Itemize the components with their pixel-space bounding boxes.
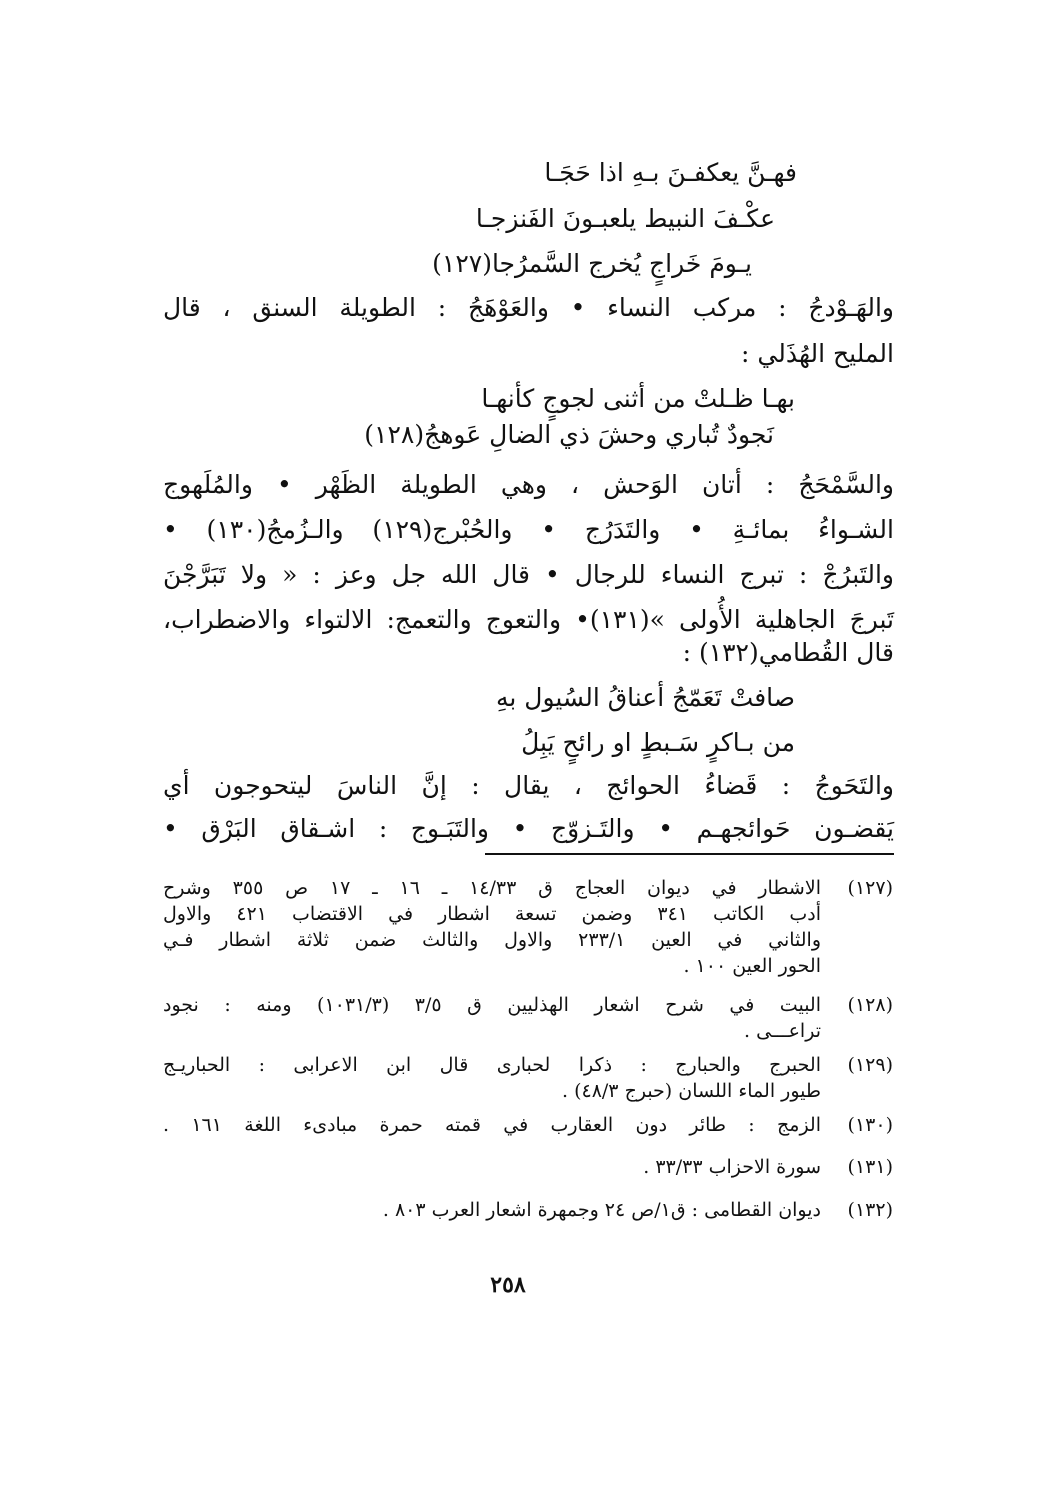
footnote-line: الحور العين ١٠٠ . <box>683 955 821 977</box>
footnote-line: الحبرج والحبارج : ذكرا لحبارى قال ابن الاعرابى : الحباريـج <box>163 1054 821 1076</box>
footnote-line: أدب الكاتب ٣٤١ وضمن تسعة اشطار في الاقتضاب ٤٢١ والاول <box>163 903 822 925</box>
verse-line-3: يـومَ خَراجٍ يُخرج السَّمرُجا(١٢٧) <box>432 249 752 278</box>
footnote-line: سورة الاحزاب ٣٣/٣٣ . <box>643 1156 821 1178</box>
footnote-number: (١٣٢) <box>847 1199 893 1221</box>
text-line-10: والتَبرُجْ : تبرج النساء للرجال • قال الله جل وعز : « ولا تَبَرَّجْنَ <box>163 560 894 589</box>
footnote-line: تراعـــى . <box>743 1020 821 1042</box>
verse-line-7: نَجودٌ تُباري وحشَ ذي الضالِ عَوهجُ(١٢٨) <box>364 420 774 449</box>
footnote-line: والثاني في العين ٢٣٣/١ والاول والثالث ضمن ثلاثة اشطار فـي <box>163 929 822 951</box>
text-line-9: الشـواءُ بمائـةِ • والتَدَرُج • والحُبْرج(١٢٩) والـزُمجُ(١٣٠) • <box>163 515 894 544</box>
text-line-4: والهَـوْدجُ : مركب النساء • والعَوْهَجُ : الطويلة السنق ، قال <box>163 293 894 322</box>
text-line-8: والسَّمْحَجُ : أتان الوَحش ، وهي الطويلة الظَهْر • والمُلَهوج <box>163 470 894 499</box>
verse-line-14: من بـاكرٍ سَـبطٍ او رائحٍ يَبِلُ <box>521 728 795 757</box>
footnote-number: (١٣٠) <box>847 1114 893 1136</box>
verse-line-2: عكْـفَ النبيط يلعبـونَ الفَنزجـا <box>475 204 775 233</box>
text-line-15: والتَحَوجُ : قَضاءُ الحوائج ، يقال : إنَّ الناسَ ليتحوجون أي <box>163 771 894 800</box>
footnote-129 <box>163 1052 893 1104</box>
footnote-line: البيت في شرح اشعار الهذليين ق ٣/٥ (١٠٣١/٣) ومنه : نجود <box>163 994 821 1016</box>
footnote-number: (١٢٨) <box>847 994 893 1016</box>
footnote-127 <box>163 875 893 979</box>
text-line-16: يَقضـون حَوائجهـم • والتَـزوّج • والتَبَـوج : اشـقاق البَرْق • <box>163 814 894 843</box>
footnote-128 <box>163 992 893 1044</box>
verse-line-6: بهـا ظـلتْ من أثنى لجوجٍ كأنهـا <box>481 384 795 413</box>
footnote-line: طيور الماء اللسان (حبرج ٤٨/٣) . <box>562 1080 821 1102</box>
footnote-number: (١٢٧) <box>847 877 893 899</box>
footnote-separator <box>485 853 894 855</box>
footnote-line: الزمج : طائر دون العقارب في قمته حمرة مبادىء اللغة ١٦١ . <box>163 1114 821 1136</box>
footnote-130 <box>163 1112 893 1138</box>
text-line-12: قال القُطامي(١٣٢) : <box>682 638 894 667</box>
footnote-132 <box>163 1197 893 1223</box>
verse-line-13: صافتْ تَعَمّجُ أعناقُ السُيول بهِ <box>495 683 795 712</box>
verse-line-1: فهـنَّ يعكفـنَ بـهِ اذا حَجَـا <box>544 158 797 187</box>
footnote-number: (١٣١) <box>847 1156 893 1178</box>
text-line-5: المليح الهُذَلي : <box>741 339 894 368</box>
page-number: ٢٥٨ <box>490 1272 526 1298</box>
footnote-number: (١٢٩) <box>847 1054 893 1076</box>
footnote-line: ديوان القطامى : ق١/ص ٢٤ وجمهرة اشعار العرب ٨٠٣ . <box>382 1199 821 1221</box>
text-line-11: تَبرجَ الجاهلية الأُولى »(١٣١)• والتعوج والتعمج: الالتواء والاضطراب، <box>163 605 895 634</box>
footnote-131 <box>163 1154 893 1180</box>
footnote-line: الاشطار في ديوان العجاج ق ١٤/٣٣ ـ ١٦ ـ ١٧ ص ٣٥٥ وشرح <box>163 877 821 899</box>
